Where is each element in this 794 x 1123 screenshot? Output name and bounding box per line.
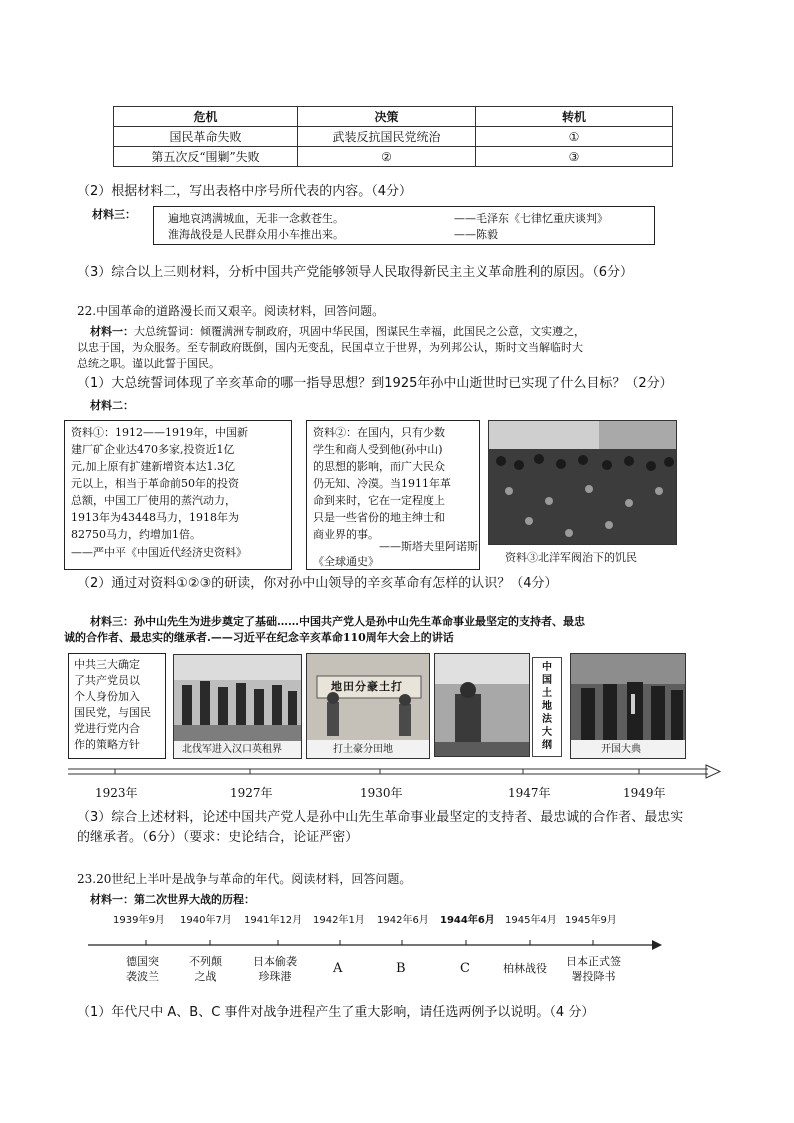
sign-char: 地 bbox=[542, 701, 552, 712]
oath-line: 大总统誓词：倾覆满洲专制政府，巩固中华民国，图谋民生幸福，此国民之公意，文实遵之， bbox=[134, 325, 585, 338]
land-reform-photo bbox=[306, 653, 430, 759]
table-row bbox=[114, 127, 673, 147]
material-label: 材料二： bbox=[90, 399, 134, 412]
quote-line: 淮海战役是人民群众用小车推出来。 bbox=[168, 228, 344, 241]
ww2-event bbox=[566, 954, 621, 984]
sign-char: 中 bbox=[542, 662, 552, 673]
table-header-cell: 决策 bbox=[298, 107, 476, 127]
ww2-date: 1942年6月 bbox=[377, 915, 429, 926]
material-1-text bbox=[90, 324, 730, 339]
founding-ceremony-image bbox=[571, 654, 686, 740]
ww2-event: 柏林战役 bbox=[503, 962, 547, 975]
photo-caption: 北伐军进入汉口英租界 bbox=[182, 744, 282, 755]
land-law-sign bbox=[532, 657, 562, 757]
ww2-event-a: A bbox=[333, 961, 343, 976]
event-line: 署投降书 bbox=[571, 970, 616, 983]
table-cell: 武装反抗国民党统治 bbox=[298, 127, 476, 147]
question-22-3: 的继承者。（6分）（要求：史论结合，论证严密） bbox=[77, 830, 359, 845]
table-header-row bbox=[114, 107, 673, 127]
resource-line: 82750马力，约增加1倍。 bbox=[71, 528, 201, 541]
table-cell: 第五次反“围剿”失败 bbox=[114, 147, 298, 167]
resource-line: 命到来时，它在一定程度上 bbox=[313, 494, 445, 507]
material-3-text: 诚的合作者、最忠实的继承者.——习近平在纪念辛亥革命110周年大会上的讲话 bbox=[64, 631, 454, 644]
famine-photo bbox=[488, 420, 677, 545]
material-1-text: 材料一：第二次世界大战的历程： bbox=[90, 893, 255, 906]
famine-photo-image bbox=[489, 421, 677, 545]
box-line: 了共产党员以 bbox=[74, 674, 140, 687]
resource-line: 的思想的影响，而广大民众 bbox=[313, 460, 445, 473]
event-line: 日本正式签 bbox=[566, 955, 621, 968]
resource-line: 建厂矿企业达470多家,投资近1亿 bbox=[71, 443, 235, 456]
timeline-year: 1949年 bbox=[623, 786, 666, 800]
resource-source: ——严中平《中国近代经济史资料》 bbox=[71, 546, 247, 559]
event-line: 不列颠 bbox=[189, 955, 222, 968]
sign-char: 法 bbox=[542, 714, 552, 725]
event-line: 珍珠港 bbox=[258, 970, 292, 983]
timeline-year: 1930年 bbox=[360, 786, 403, 800]
event-line: 德国突 bbox=[126, 955, 159, 968]
question-22-2: （2）通过对资料①②③的研读，你对孙中山领导的辛亥革命有怎样的认识？（4分） bbox=[77, 576, 558, 591]
question-22-1: （1）大总统誓词体现了辛亥革命的哪一指导思想？到1925年孙中山逝世时已实现了什么目标？（2分） bbox=[77, 376, 673, 391]
resource-line: 商业界的事。 bbox=[313, 528, 379, 541]
northern-expedition-image bbox=[174, 655, 302, 741]
table-header-cell: 危机 bbox=[114, 107, 298, 127]
material-3-text: 材料三：孙中山先生为进步奠定了基础……中国共产党人是孙中山先生革命事业最坚定的支持者、最忠 bbox=[90, 615, 585, 628]
ww2-event bbox=[253, 954, 297, 984]
resource-line: 元以上，相当于革命前50年的投资 bbox=[71, 477, 239, 490]
table-row bbox=[114, 147, 673, 167]
table-cell: ① bbox=[476, 127, 673, 147]
ww2-date: 1941年12月 bbox=[244, 915, 303, 926]
quote-source: ——陈毅 bbox=[454, 228, 498, 241]
resource-line: 1913年为43448马力，1918年为 bbox=[71, 511, 239, 524]
wall-slogan: 地田分豪土打 bbox=[331, 680, 403, 693]
resource-line: 仍无知、冷漠。当1911年革 bbox=[313, 477, 451, 490]
ww2-event-b: B bbox=[396, 961, 406, 976]
crisis-table bbox=[113, 106, 673, 167]
question-21-2: （2）根据材料二，写出表格中序号所代表的内容。（4分） bbox=[77, 184, 413, 199]
ww2-date: 1942年1月 bbox=[313, 915, 365, 926]
resource-line: 元,加上原有扩建新增资本达1.3亿 bbox=[71, 460, 235, 473]
sign-char: 大 bbox=[542, 727, 552, 738]
event-line: 袭波兰 bbox=[126, 970, 159, 983]
resource-line: 学生和商人受到他(孙中山) bbox=[313, 443, 443, 456]
ww2-date: 1944年6月 bbox=[440, 915, 495, 926]
land-reform-image bbox=[307, 654, 430, 740]
poem-source: ——毛泽东《七律忆重庆谈判》 bbox=[454, 212, 608, 225]
resource-line: 资料①：1912——1919年，中国新 bbox=[71, 426, 248, 439]
box-line: 国民党，与国民 bbox=[74, 706, 151, 719]
timeline-box-1923 bbox=[68, 653, 166, 759]
question-22-title: 22.中国革命的道路漫长而又艰辛。阅读材料，回答问题。 bbox=[77, 304, 385, 318]
oath-line: 总统之职。谨以此誓于国民。 bbox=[77, 357, 220, 370]
timeline-year: 1947年 bbox=[508, 786, 551, 800]
timeline-year: 1923年 bbox=[95, 786, 138, 800]
table-cell: 国民革命失败 bbox=[114, 127, 298, 147]
ww2-event-c: C bbox=[460, 961, 470, 976]
ww2-event bbox=[189, 954, 222, 984]
timeline-year: 1927年 bbox=[230, 786, 273, 800]
question-22-3: （3）综合上述材料，论述中国共产党人是孙中山先生革命事业最坚定的支持者、最忠诚的合作者、最忠实 bbox=[77, 810, 684, 825]
table-cell: ③ bbox=[476, 147, 673, 167]
material-3-box bbox=[153, 206, 655, 245]
sign-char: 国 bbox=[542, 675, 552, 686]
resource-source: 《全球通史》 bbox=[313, 555, 379, 568]
sign-char: 土 bbox=[542, 688, 552, 699]
question-23-1: （1）年代尺中 A、B、C 事件对战争进程产生了重大影响，请任选两例予以说明。（4 分） bbox=[77, 1005, 595, 1020]
land-law-photo bbox=[434, 653, 530, 757]
resource-line: 总额，中国工厂使用的蒸汽动力， bbox=[71, 494, 236, 507]
ww2-date: 1945年9月 bbox=[565, 915, 617, 926]
sign-char: 纲 bbox=[542, 740, 552, 751]
box-line: 个人身份加入 bbox=[74, 690, 140, 703]
resource-line: 资料②：在国内，只有少数 bbox=[313, 426, 445, 439]
photo-caption: 资料③北洋军阀治下的饥民 bbox=[505, 551, 637, 564]
timeline-axis bbox=[68, 764, 724, 780]
box-line: 作的策略方针 bbox=[74, 738, 140, 751]
ww2-date: 1940年7月 bbox=[180, 915, 232, 926]
event-line: 日本偷袭 bbox=[253, 955, 297, 968]
box-line: 中共三大确定 bbox=[74, 658, 140, 671]
question-23-title: 23.20世纪上半叶是战争与革命的年代。阅读材料，回答问题。 bbox=[77, 872, 412, 886]
material-label: 材料一： bbox=[90, 325, 134, 338]
ww2-date: 1945年4月 bbox=[505, 915, 557, 926]
box-line: 党进行党内合 bbox=[74, 722, 140, 735]
photo-caption: 打土豪分田地 bbox=[333, 744, 393, 755]
ww2-date: 1939年9月 bbox=[113, 915, 165, 926]
question-21-3: （3）综合以上三则材料，分析中国共产党能够领导人民取得新民主主义革命胜利的原因。（6分） bbox=[77, 265, 634, 280]
founding-ceremony-photo bbox=[570, 653, 686, 759]
resource-source: ——斯塔夫里阿诺斯 bbox=[379, 540, 478, 553]
table-cell: ② bbox=[298, 147, 476, 167]
event-line: 之战 bbox=[194, 970, 217, 983]
photo-caption: 开国大典 bbox=[601, 744, 641, 755]
land-law-image bbox=[435, 654, 530, 757]
ww2-event bbox=[126, 954, 159, 984]
poem-line: 遍地哀鸿满城血，无非一念救苍生。 bbox=[168, 212, 344, 225]
resource-2-box bbox=[306, 420, 480, 570]
table-header-cell: 转机 bbox=[476, 107, 673, 127]
resource-line: 只是一些省份的地主绅士和 bbox=[313, 511, 445, 524]
ww2-timeline-axis bbox=[88, 938, 664, 952]
resource-1-box bbox=[64, 420, 292, 570]
material-label: 材料三： bbox=[92, 208, 136, 221]
northern-expedition-photo bbox=[173, 654, 302, 759]
oath-line: 以忠于国，为众服务。至专制政府既倒，国内无变乱，民国卓立于世界，为列邦公认，斯时文当解临时大 bbox=[77, 341, 583, 354]
